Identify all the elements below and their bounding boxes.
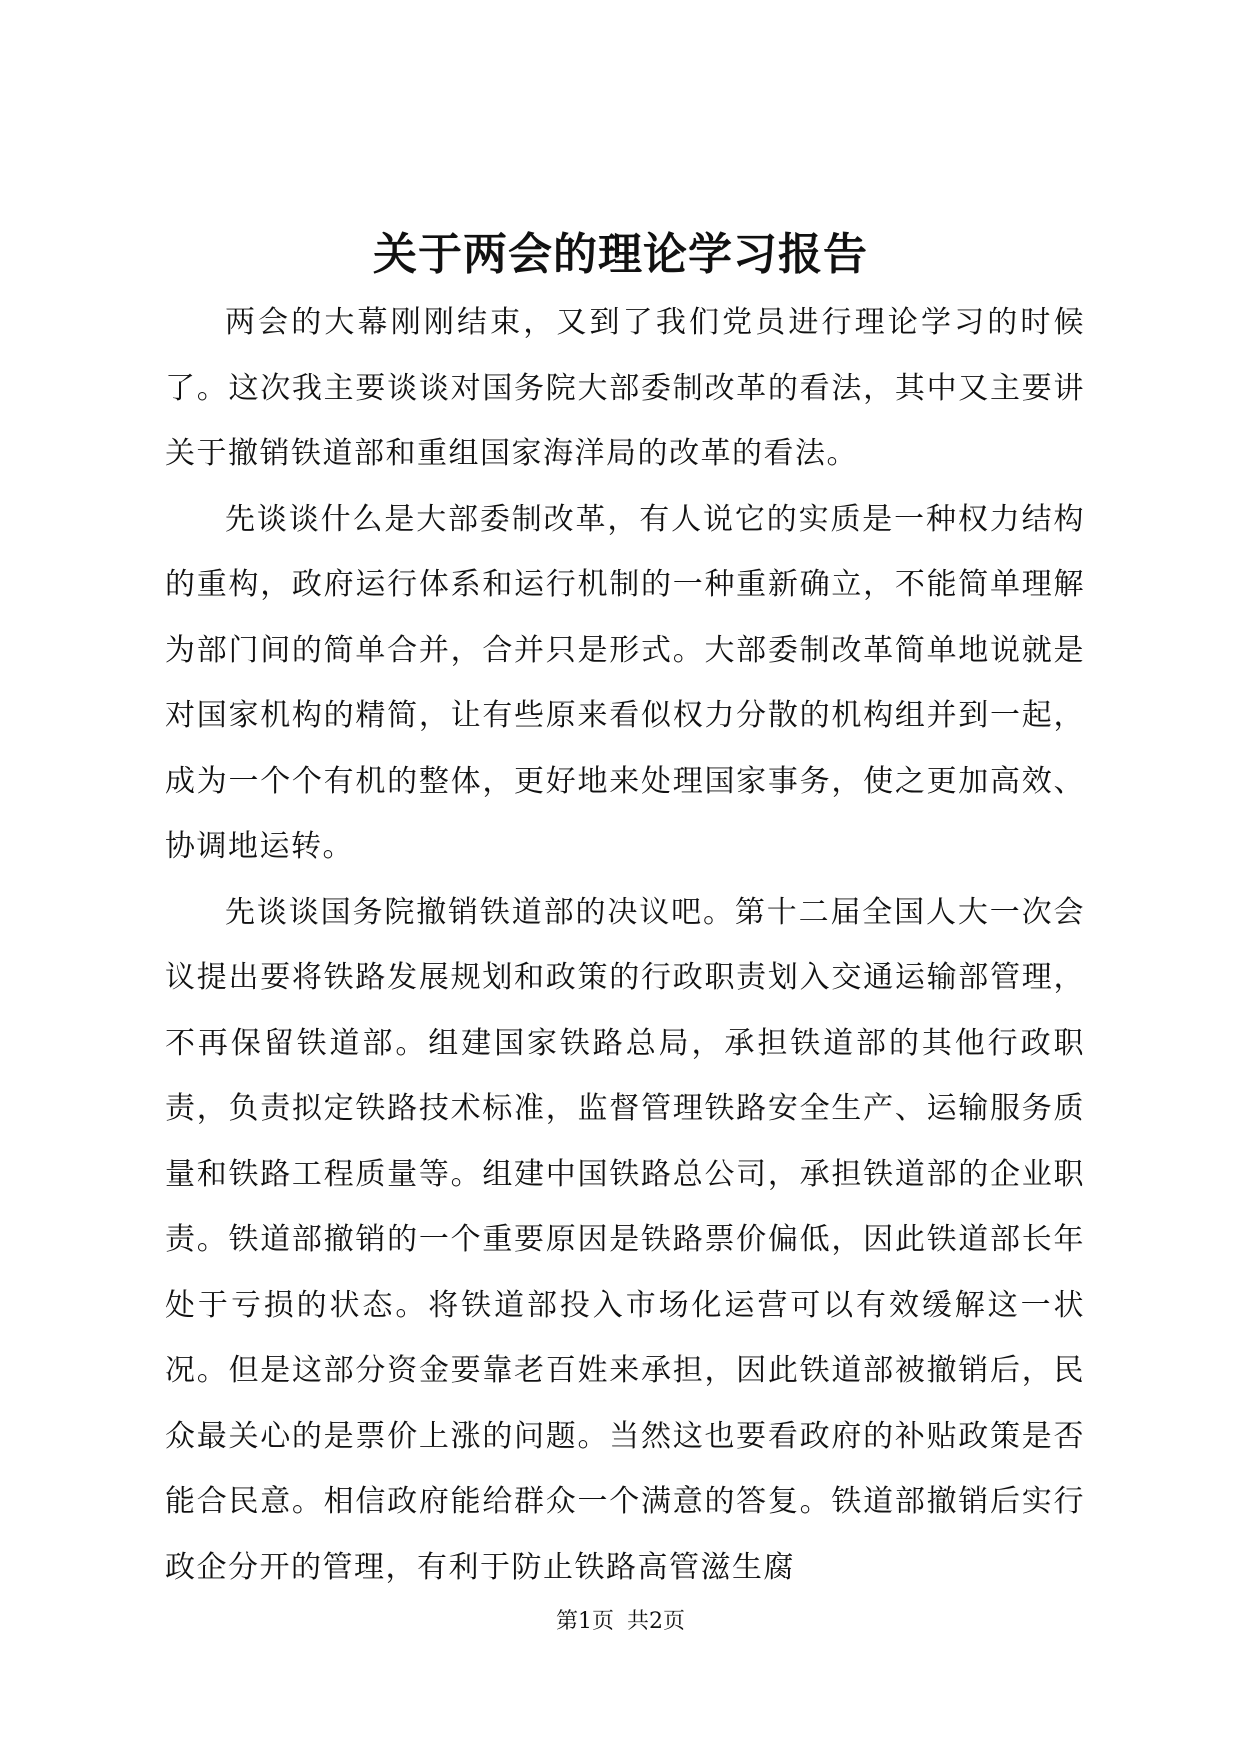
document-body xyxy=(165,290,1085,1600)
page-footer xyxy=(0,1604,1241,1635)
page-total: 共2页 xyxy=(627,1609,685,1634)
page-number: 第1页 xyxy=(556,1609,614,1634)
document-title: 关于两会的理论学习报告 xyxy=(373,229,868,280)
paragraph-3: 先谈谈国务院撤销铁道部的决议吧。第十二届全国人大一次会议提出要将铁路发展规划和政策的行政职责划入交通运输部管理，不再保留铁道部。组建国家铁路总局，承担铁道部的其他行政职责，负责拟定铁路技术标准，监督管理铁路安全生产、运输服务质量和铁路工程质量等。组建中国铁路总公司，承担铁道部的企业职责。铁道部撤销的一个重要原因是铁路票价偏低，因此铁道部长年处于亏损的状态。将铁道部投入市场化运营可以有效缓解这一状况。但是这部分资金要靠老百姓来承担，因此铁道部被撤销后，民众最关心的是票价上涨的问题。当然这也要看政府的补贴政策是否能合民意。相信政府能给群众一个满意的答复。铁道部撤销后实行政企分开的管理，有利于防止铁路高管滋生腐 xyxy=(165,894,1085,1585)
paragraph-1: 两会的大幕刚刚结束，又到了我们党员进行理论学习的时候了。这次我主要谈谈对国务院大部委制改革的看法，其中又主要讲关于撤销铁道部和重组国家海洋局的改革的看法。 xyxy=(165,305,1085,471)
paragraph-2: 先谈谈什么是大部委制改革，有人说它的实质是一种权力结构的重构，政府运行体系和运行机制的一种重新确立，不能简单理解为部门间的简单合并，合并只是形式。大部委制改革简单地说就是对国家机构的精简，让有些原来看似权力分散的机构组并到一起，成为一个个有机的整体，更好地来处理国家事务，使之更加高效、协调地运转。 xyxy=(165,501,1085,864)
